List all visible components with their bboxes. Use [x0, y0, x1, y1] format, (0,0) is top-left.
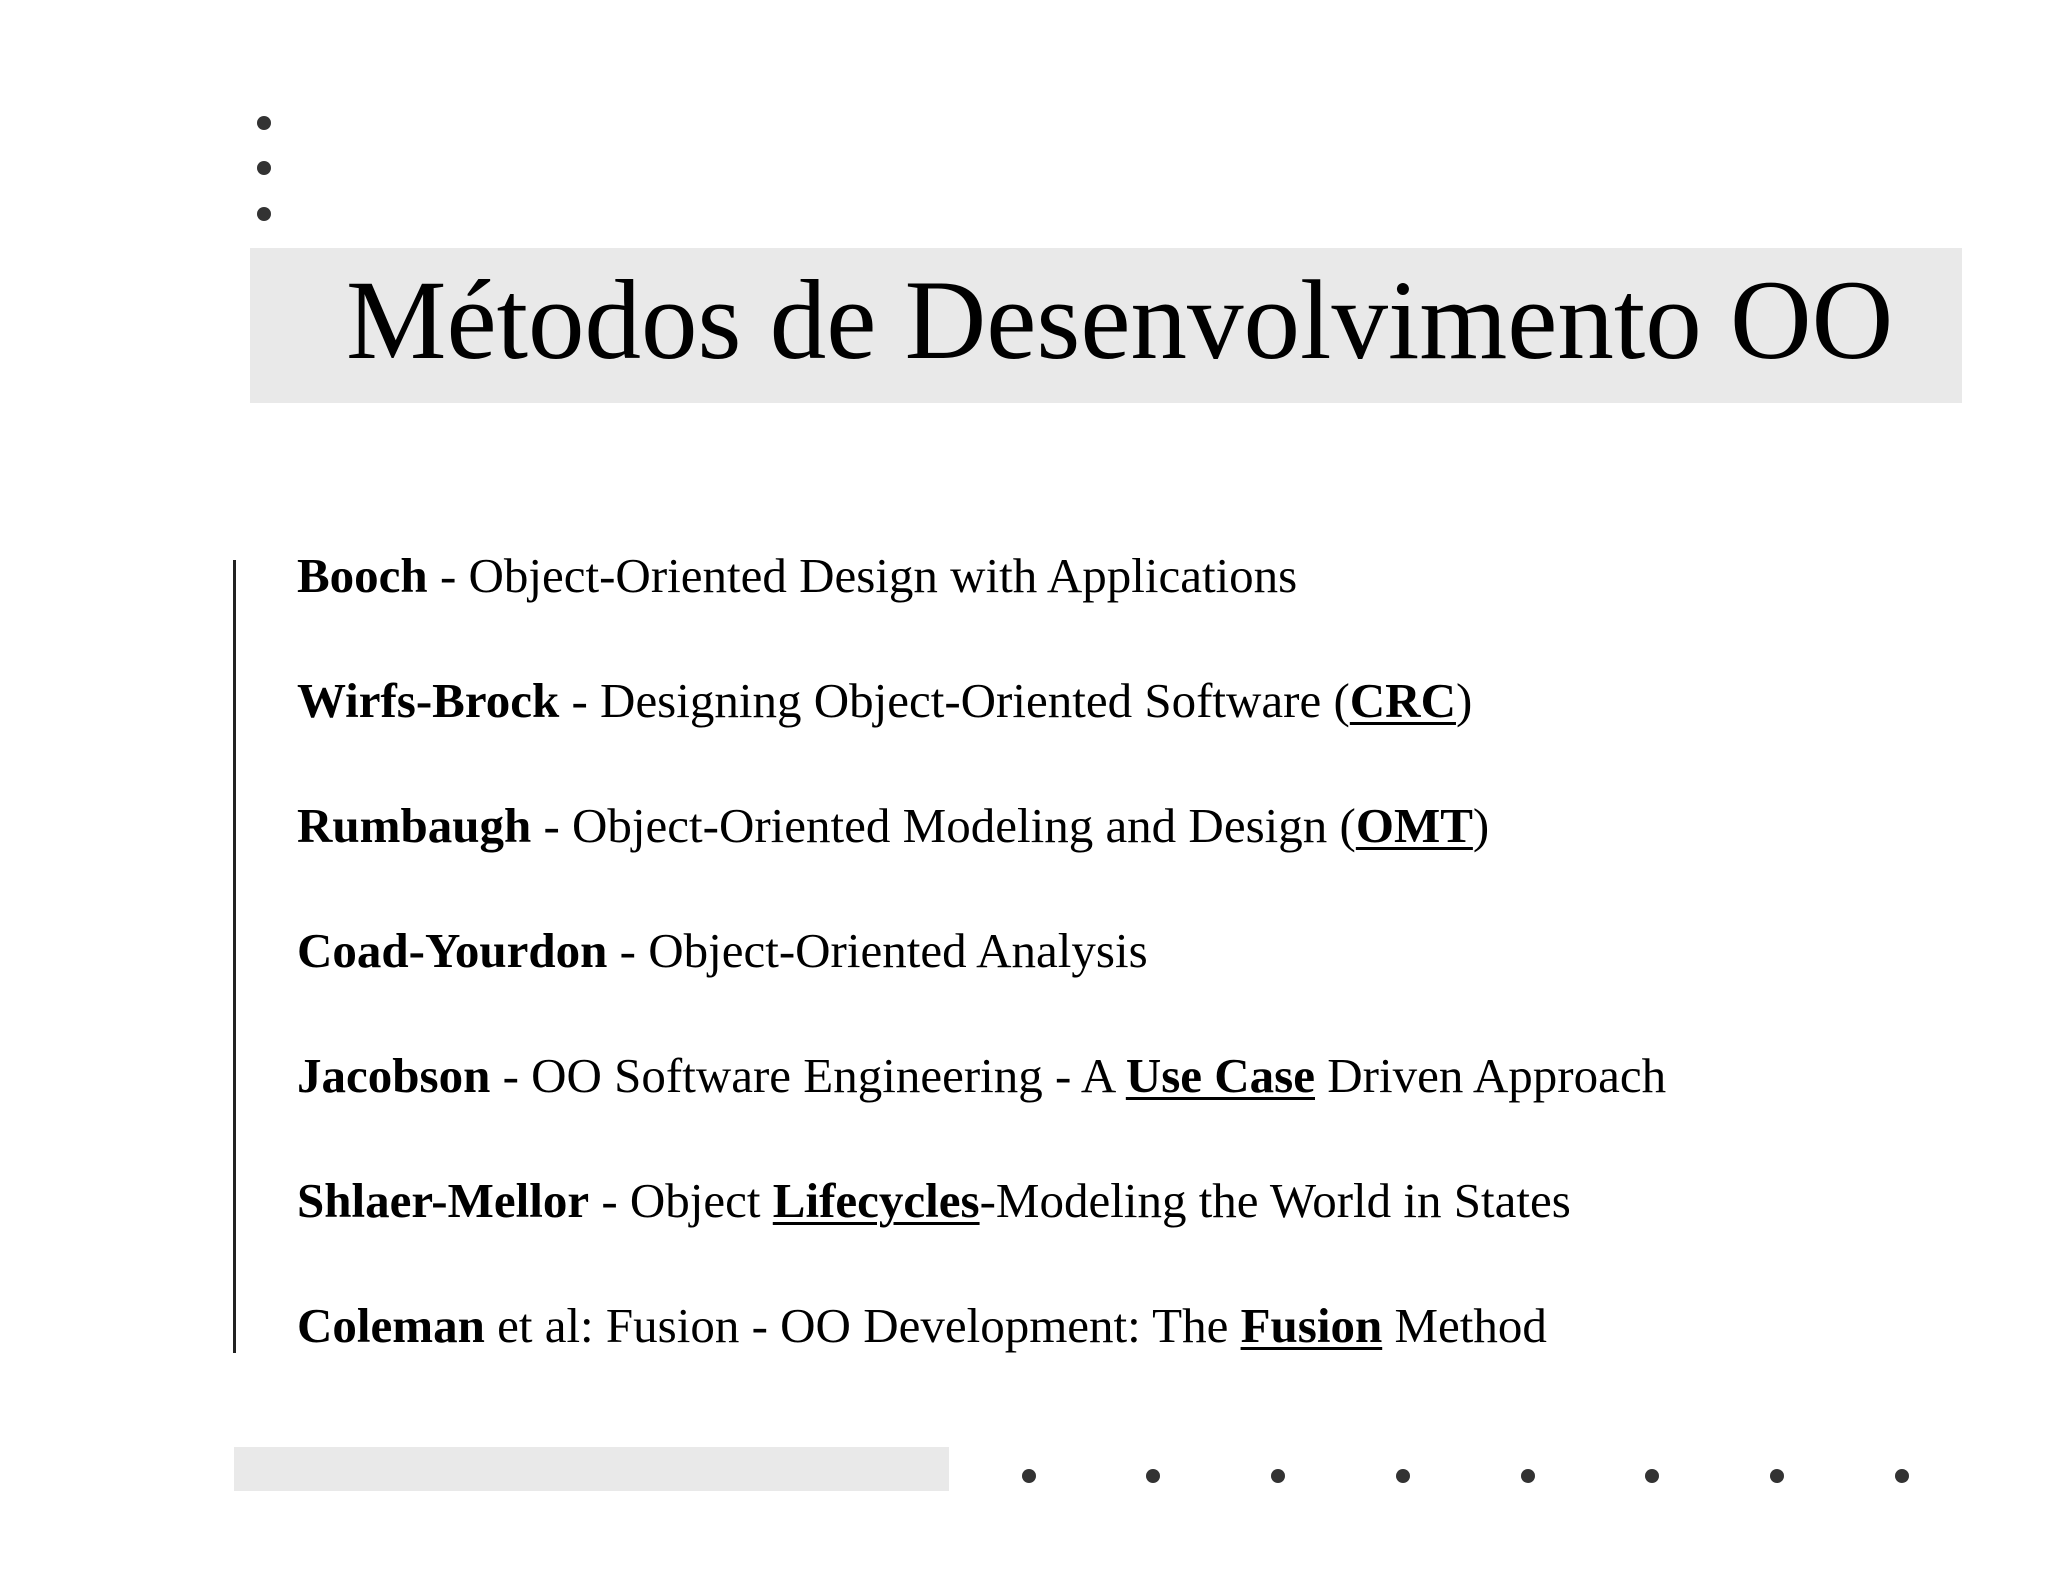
item-text-tail: ) — [1472, 798, 1490, 853]
list-item — [297, 1295, 1666, 1420]
decor-dot — [1146, 1469, 1160, 1483]
item-text-tail: ) — [1455, 673, 1473, 728]
decor-dot — [1645, 1469, 1659, 1483]
author-name: Coleman — [297, 1298, 485, 1353]
page-title: Métodos de Desenvolvimento OO — [346, 258, 1894, 383]
decor-dot — [257, 116, 271, 130]
decor-dot — [257, 207, 271, 221]
list-item — [297, 545, 1666, 670]
item-emphasis: OMT — [1355, 798, 1473, 853]
decor-dot — [1396, 1469, 1410, 1483]
item-text: - OO Software Engineering - A — [490, 1048, 1126, 1103]
author-name: Shlaer-Mellor — [297, 1173, 590, 1228]
bottom-band — [234, 1447, 949, 1491]
decor-dot — [1770, 1469, 1784, 1483]
item-text: - Object-Oriented Design with Applications — [427, 548, 1298, 603]
item-emphasis: Use Case — [1125, 1048, 1315, 1103]
list-item — [297, 920, 1666, 1045]
decor-dot — [1521, 1469, 1535, 1483]
item-text: - Object — [589, 1173, 773, 1228]
author-name: Jacobson — [297, 1048, 491, 1103]
item-text-tail: Driven Approach — [1315, 1048, 1667, 1103]
left-vertical-rule — [233, 560, 236, 1353]
list-item — [297, 1170, 1666, 1295]
author-name: Booch — [297, 548, 428, 603]
item-text-tail: Method — [1382, 1298, 1547, 1353]
item-emphasis: Fusion — [1240, 1298, 1383, 1353]
decor-dot — [1271, 1469, 1285, 1483]
decor-dot — [1022, 1469, 1036, 1483]
decor-dot — [257, 161, 271, 175]
list-item — [297, 1045, 1666, 1170]
item-text: et al: Fusion - OO Development: The — [484, 1298, 1241, 1353]
list-item — [297, 670, 1666, 795]
title-band — [250, 248, 1962, 403]
author-name: Wirfs-Brock — [297, 673, 560, 728]
item-emphasis: Lifecycles — [772, 1173, 980, 1228]
item-text-tail: -Modeling the World in States — [979, 1173, 1571, 1228]
author-name: Rumbaugh — [297, 798, 532, 853]
decor-dot — [1895, 1469, 1909, 1483]
list-item — [297, 795, 1666, 920]
methods-list — [297, 545, 1666, 1420]
item-text: - Designing Object-Oriented Software ( — [559, 673, 1350, 728]
author-name: Coad-Yourdon — [297, 923, 608, 978]
item-text: - Object-Oriented Analysis — [607, 923, 1148, 978]
item-text: - Object-Oriented Modeling and Design ( — [531, 798, 1356, 853]
item-emphasis: CRC — [1349, 673, 1456, 728]
